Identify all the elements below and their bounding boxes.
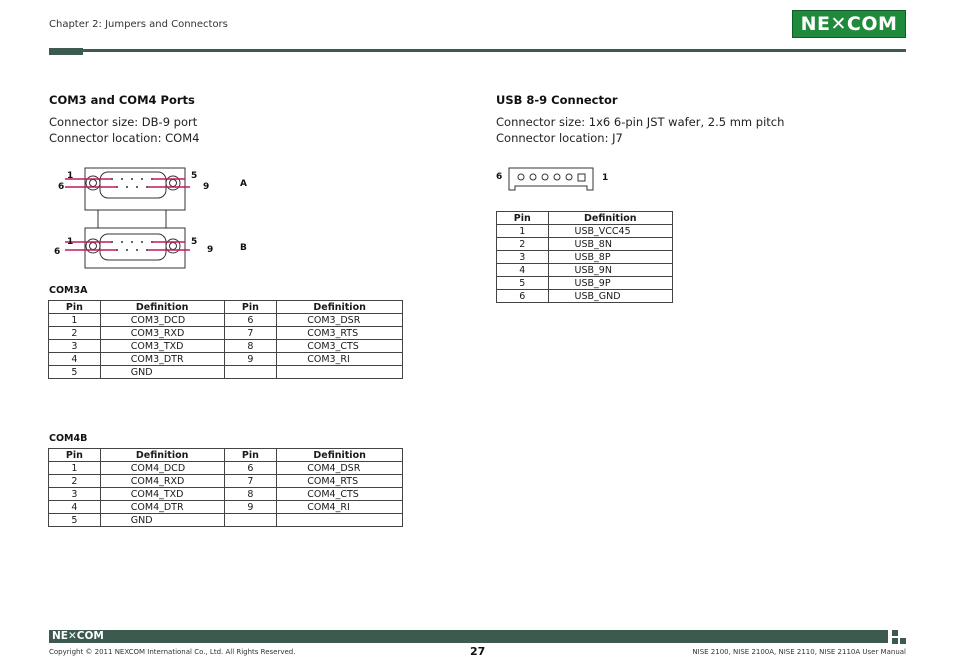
definition-cell: USB_VCC45 [548, 225, 672, 238]
table-row [49, 462, 403, 475]
definition-cell: COM4_RTS [277, 475, 403, 488]
pin-cell: 4 [49, 353, 101, 366]
table-row [497, 238, 673, 251]
col-header: Pin [497, 212, 549, 225]
definition-cell: COM3_DSR [277, 314, 403, 327]
pin-cell: 3 [49, 340, 101, 353]
col-header: Pin [224, 449, 277, 462]
pin-cell: 3 [49, 488, 101, 501]
definition-cell: COM4_DCD [100, 462, 224, 475]
connector-b-label: B [240, 243, 247, 253]
usb-connector-location: Connector location: J7 [496, 131, 623, 145]
table-row [49, 340, 403, 353]
definition-cell: GND [100, 514, 224, 527]
definition-cell: COM4_DTR [100, 501, 224, 514]
pin-cell: 2 [49, 327, 101, 340]
db9-connector-diagram [60, 160, 260, 270]
pin-cell: 3 [497, 251, 549, 264]
com4b-caption: COM4B [49, 433, 88, 444]
pin-cell: 8 [224, 488, 277, 501]
definition-cell: COM3_RXD [100, 327, 224, 340]
footer-logo: NE✕COM [52, 630, 104, 642]
table-row [497, 290, 673, 303]
pin-cell: 5 [49, 514, 101, 527]
usb-pin-6-label: 6 [496, 172, 503, 182]
definition-cell: COM4_DSR [277, 462, 403, 475]
pin-1-label-b: 1 [67, 237, 74, 247]
table-row [49, 366, 403, 379]
pin-cell: 7 [224, 475, 277, 488]
table-row [49, 475, 403, 488]
table-row [49, 314, 403, 327]
col-header: Pin [49, 449, 101, 462]
col-header: Definition [100, 449, 224, 462]
copyright: Copyright © 2011 NEXCOM International Co., Ltd. All Rights Reserved. [49, 648, 296, 656]
col-header: Definition [548, 212, 672, 225]
table-row [49, 514, 403, 527]
pin-cell: 4 [497, 264, 549, 277]
definition-cell: USB_9P [548, 277, 672, 290]
pin-9-label-a: 9 [203, 182, 210, 192]
pin-6-label-b: 6 [54, 247, 61, 257]
com3a-table [48, 300, 403, 379]
com-connector-size: Connector size: DB-9 port [49, 115, 198, 129]
usb-section-title: USB 8-9 Connector [496, 93, 618, 107]
table-header-row [497, 212, 673, 225]
table-header-row [49, 301, 403, 314]
table-row [49, 488, 403, 501]
jst-wafer-diagram [505, 164, 600, 194]
pin-cell: 5 [49, 366, 101, 379]
table-row [497, 251, 673, 264]
definition-cell: COM4_TXD [100, 488, 224, 501]
footer-bar [49, 630, 888, 643]
definition-cell: USB_8N [548, 238, 672, 251]
definition-cell: COM3_CTS [277, 340, 403, 353]
pin-cell: 1 [49, 462, 101, 475]
definition-cell: USB_GND [548, 290, 672, 303]
definition-cell: COM4_RI [277, 501, 403, 514]
nexcom-logo [792, 10, 906, 38]
definition-cell: COM3_RI [277, 353, 403, 366]
pin-cell [224, 366, 277, 379]
pin-cell: 6 [224, 314, 277, 327]
manual-title: NISE 2100, NISE 2100A, NISE 2110, NISE 2110A User Manual [692, 648, 906, 656]
usb-pin-1-label: 1 [602, 173, 609, 183]
com3a-caption: COM3A [49, 285, 88, 296]
definition-cell [277, 366, 403, 379]
table-row [497, 264, 673, 277]
col-header: Pin [49, 301, 101, 314]
col-header: Definition [100, 301, 224, 314]
definition-cell: USB_8P [548, 251, 672, 264]
pin-cell: 5 [497, 277, 549, 290]
table-row [49, 327, 403, 340]
pin-cell: 9 [224, 353, 277, 366]
chapter-title: Chapter 2: Jumpers and Connectors [49, 19, 228, 30]
col-header: Definition [277, 301, 403, 314]
com-connector-location: Connector location: COM4 [49, 131, 200, 145]
pin-cell: 9 [224, 501, 277, 514]
col-header: Pin [224, 301, 277, 314]
footer-square-icon [892, 630, 898, 636]
footer-square-icon [892, 638, 898, 644]
table-row [49, 353, 403, 366]
pin-cell: 6 [497, 290, 549, 303]
pin-5-label-b: 5 [191, 237, 198, 247]
col-header: Definition [277, 449, 403, 462]
definition-cell: COM4_CTS [277, 488, 403, 501]
definition-cell: USB_9N [548, 264, 672, 277]
definition-cell: COM3_TXD [100, 340, 224, 353]
definition-cell: GND [100, 366, 224, 379]
header-rule-accent [49, 48, 83, 55]
footer-square-icon [900, 638, 906, 644]
connector-a-label: A [240, 179, 247, 189]
definition-cell: COM3_RTS [277, 327, 403, 340]
definition-cell [277, 514, 403, 527]
page-number: 27 [470, 645, 486, 658]
pin-cell: 4 [49, 501, 101, 514]
pin-1-label-a: 1 [67, 171, 74, 181]
pin-cell [224, 514, 277, 527]
usb-pin-table [496, 211, 673, 303]
pin-9-label-b: 9 [207, 245, 214, 255]
pin-cell: 7 [224, 327, 277, 340]
header-rule [49, 49, 906, 52]
com4b-table [48, 448, 403, 527]
pin-cell: 1 [497, 225, 549, 238]
definition-cell: COM4_RXD [100, 475, 224, 488]
com-section-title: COM3 and COM4 Ports [49, 93, 195, 107]
usb-connector-size: Connector size: 1x6 6-pin JST wafer, 2.5 mm pitch [496, 115, 785, 129]
table-header-row [49, 449, 403, 462]
pin-cell: 2 [49, 475, 101, 488]
pin-cell: 2 [497, 238, 549, 251]
logo-text: NE✕COM [800, 13, 898, 35]
pin-6-label-a: 6 [58, 182, 65, 192]
pin-cell: 6 [224, 462, 277, 475]
table-row [497, 277, 673, 290]
pin-5-label-a: 5 [191, 171, 198, 181]
definition-cell: COM3_DTR [100, 353, 224, 366]
table-row [497, 225, 673, 238]
table-row [49, 501, 403, 514]
pin-cell: 8 [224, 340, 277, 353]
pin-cell: 1 [49, 314, 101, 327]
definition-cell: COM3_DCD [100, 314, 224, 327]
